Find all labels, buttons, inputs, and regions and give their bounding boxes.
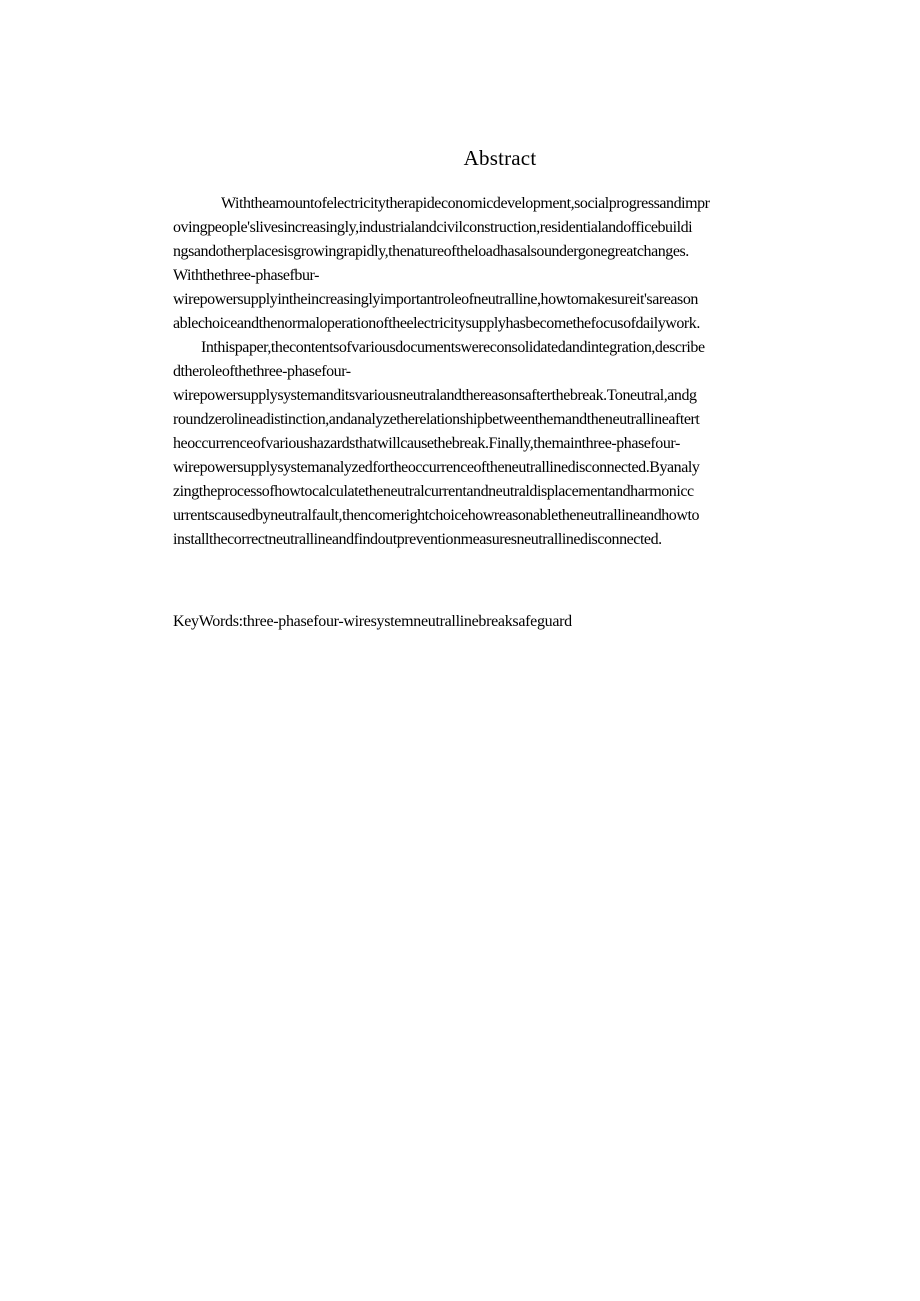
paragraph-line: installthecorrectneutrallineandfindoutpreventionmeasuresneutrallinedisconnected. xyxy=(173,531,662,548)
paragraph-line: roundzerolineadistinction,andanalyzetherelationshipbetweenthemandtheneutrallineaftert xyxy=(173,411,700,428)
paragraph-line: wirepowersupplysystemanditsvariousneutralandthereasonsafterthebreak.Toneutral,andg xyxy=(173,387,697,404)
keywords-line: KeyWords:three-phasefour-wiresystemneutrallinebreaksafeguard xyxy=(173,613,572,630)
paragraph-line: dtheroleofthethree-phasefour- xyxy=(173,363,351,380)
paragraph-line: urrentscausedbyneutralfault,thencomerightchoicehowreasonabletheneutrallineandhowto xyxy=(173,507,699,524)
paragraph-line: ngsandotherplacesisgrowingrapidly,thenatureoftheloadhasalsoundergonegreatchanges. xyxy=(173,243,689,260)
paragraph-line: ablechoiceandthenormaloperationoftheelectricitysupplyhasbecomethefocusofdailywork. xyxy=(173,315,700,332)
paragraph-line: ovingpeople'slivesincreasingly,industrialandcivilconstruction,residentialandofficebuildi xyxy=(173,219,693,236)
paragraph-line: wirepowersupplysystemanalyzedfortheoccurrenceoftheneutrallinedisconnected.Byanaly xyxy=(173,459,700,476)
paragraph-1 xyxy=(173,192,833,336)
abstract-body xyxy=(173,192,833,552)
paragraph-line: Withtheamountofelectricitytherapideconomicdevelopment,socialprogressandimpr xyxy=(221,195,710,212)
paragraph-line: Withthethree-phasefbur- xyxy=(173,267,319,284)
abstract-title: Abstract xyxy=(463,146,537,170)
paragraph-line: zingtheprocessofhowtocalculatetheneutralcurrentandneutraldisplacementandharmonicc xyxy=(173,483,694,500)
paragraph-line: wirepowersupplyintheincreasinglyimportantroleofneutralline,howtomakesureit'sareason xyxy=(173,291,698,308)
paragraph-line: heoccurrenceofvarioushazardsthatwillcausethebreak.Finally,themainthree-phasefour- xyxy=(173,435,680,452)
paragraph-line: Inthispaper,thecontentsofvariousdocumentswereconsolidatedandintegration,describe xyxy=(201,339,705,356)
paragraph-2 xyxy=(173,336,833,552)
